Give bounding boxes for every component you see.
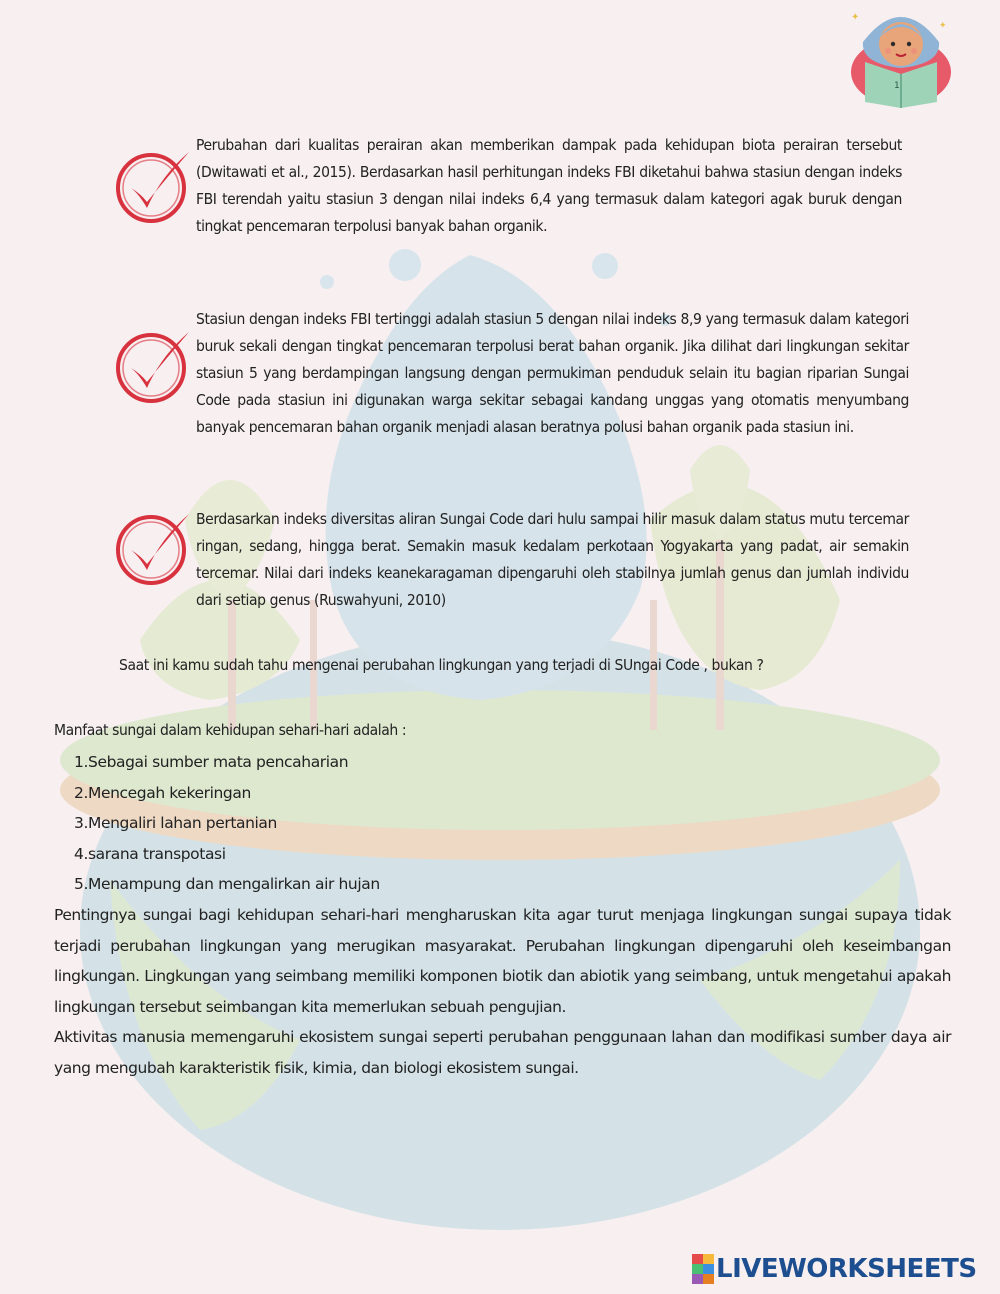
check-icon xyxy=(113,146,193,226)
paragraph-1: Perubahan dari kualitas perairan akan memberikan dampak pada kehidupan biota perairan tersebut (Dwitawati et al., 2015). Berdasarkan hasil perhitungan indeks FBI diketahui bahwa stasiun dengan indeks FBI terendah yaitu stasiun 3 dengan nilai indeks 6,4 yang termasuk dalam kategori agak buruk dengan tingkat pencemaran terpolusi banyak bahan organik. xyxy=(196,136,902,235)
question-text: Saat ini kamu sudah tahu mengenai perubahan lingkungan yang terjadi di SUngai Code , bukan ? xyxy=(119,656,764,674)
paragraph-2: Stasiun dengan indeks FBI tertinggi adalah stasiun 5 dengan nilai indeks 8,9 yang termasuk dalam kategori buruk sekali dengan tingkat pencemaran terpolusi berat bahan organik. Jika dilihat dari lingkungan sekitar stasiun 5 yang berdampingan langsung dengan permukiman penduduk selain itu bagian riparian Sungai Code pada stasiun ini digunakan warga sekitar sebagai kandang unggas yang otomatis menyumbang banyak pencemaran bahan organik menjadi alasan beratnya polusi bahan organik pada stasiun ini. xyxy=(196,310,909,436)
check-icon xyxy=(113,326,193,406)
paragraph-3: Berdasarkan indeks diversitas aliran Sungai Code dari hulu sampai hilir masuk dalam status mutu tercemar ringan, sedang, hingga berat. Semakin masuk kedalam perkotaan Yogyakarta yang padat, air semakin tercemar. Nilai dari indeks keanekaragaman dipengaruhi oleh stabilnya jumlah genus dan jumlah individu dari setiap genus (Ruswahyuni, 2010) xyxy=(196,510,909,609)
benefit-list xyxy=(54,747,380,900)
list-item: 3.Mengaliri lahan pertanian xyxy=(74,814,277,832)
svg-text:✦: ✦ xyxy=(939,21,947,31)
logo-text: LIVEWORKSHEETS xyxy=(716,1254,977,1284)
list-item: 5.Menampung dan mengalirkan air hujan xyxy=(74,875,380,893)
closing-paragraph-1: Pentingnya sungai bagi kehidupan sehari-hari mengharuskan kita agar turut menjaga lingkungan sungai supaya tidak terjadi perubahan lingkungan yang merugikan masyarakat. Perubahan lingkungan dipengaruhi oleh keseimbangan lingkungan. Lingkungan yang seimbang memiliki komponen biotik dan abiotik yang seimbang, untuk mengetahui apakah lingkungan tersebut seimbangan kita memerlukan sebuah pengujian. xyxy=(54,906,951,1016)
svg-text:✦: ✦ xyxy=(851,12,860,23)
liveworksheets-logo[interactable] xyxy=(692,1252,977,1286)
logo-icon xyxy=(692,1254,714,1284)
check-icon xyxy=(113,508,193,588)
svg-text:1: 1 xyxy=(894,81,900,91)
list-title: Manfaat sungai dalam kehidupan sehari-hari adalah : xyxy=(54,721,407,739)
list-item: 1.Sebagai sumber mata pencaharian xyxy=(74,753,349,771)
closing-paragraph-2: Aktivitas manusia memengaruhi ekosistem sungai seperti perubahan penggunaan lahan dan modifikasi sumber daya air yang mengubah karakteristik fisik, kimia, dan biologi ekosistem sungai. xyxy=(54,1028,951,1077)
list-item: 4.sarana transpotasi xyxy=(74,844,226,863)
girl-reading-illustration xyxy=(845,2,957,108)
list-item: 2.Mencegah kekeringan xyxy=(74,783,251,802)
